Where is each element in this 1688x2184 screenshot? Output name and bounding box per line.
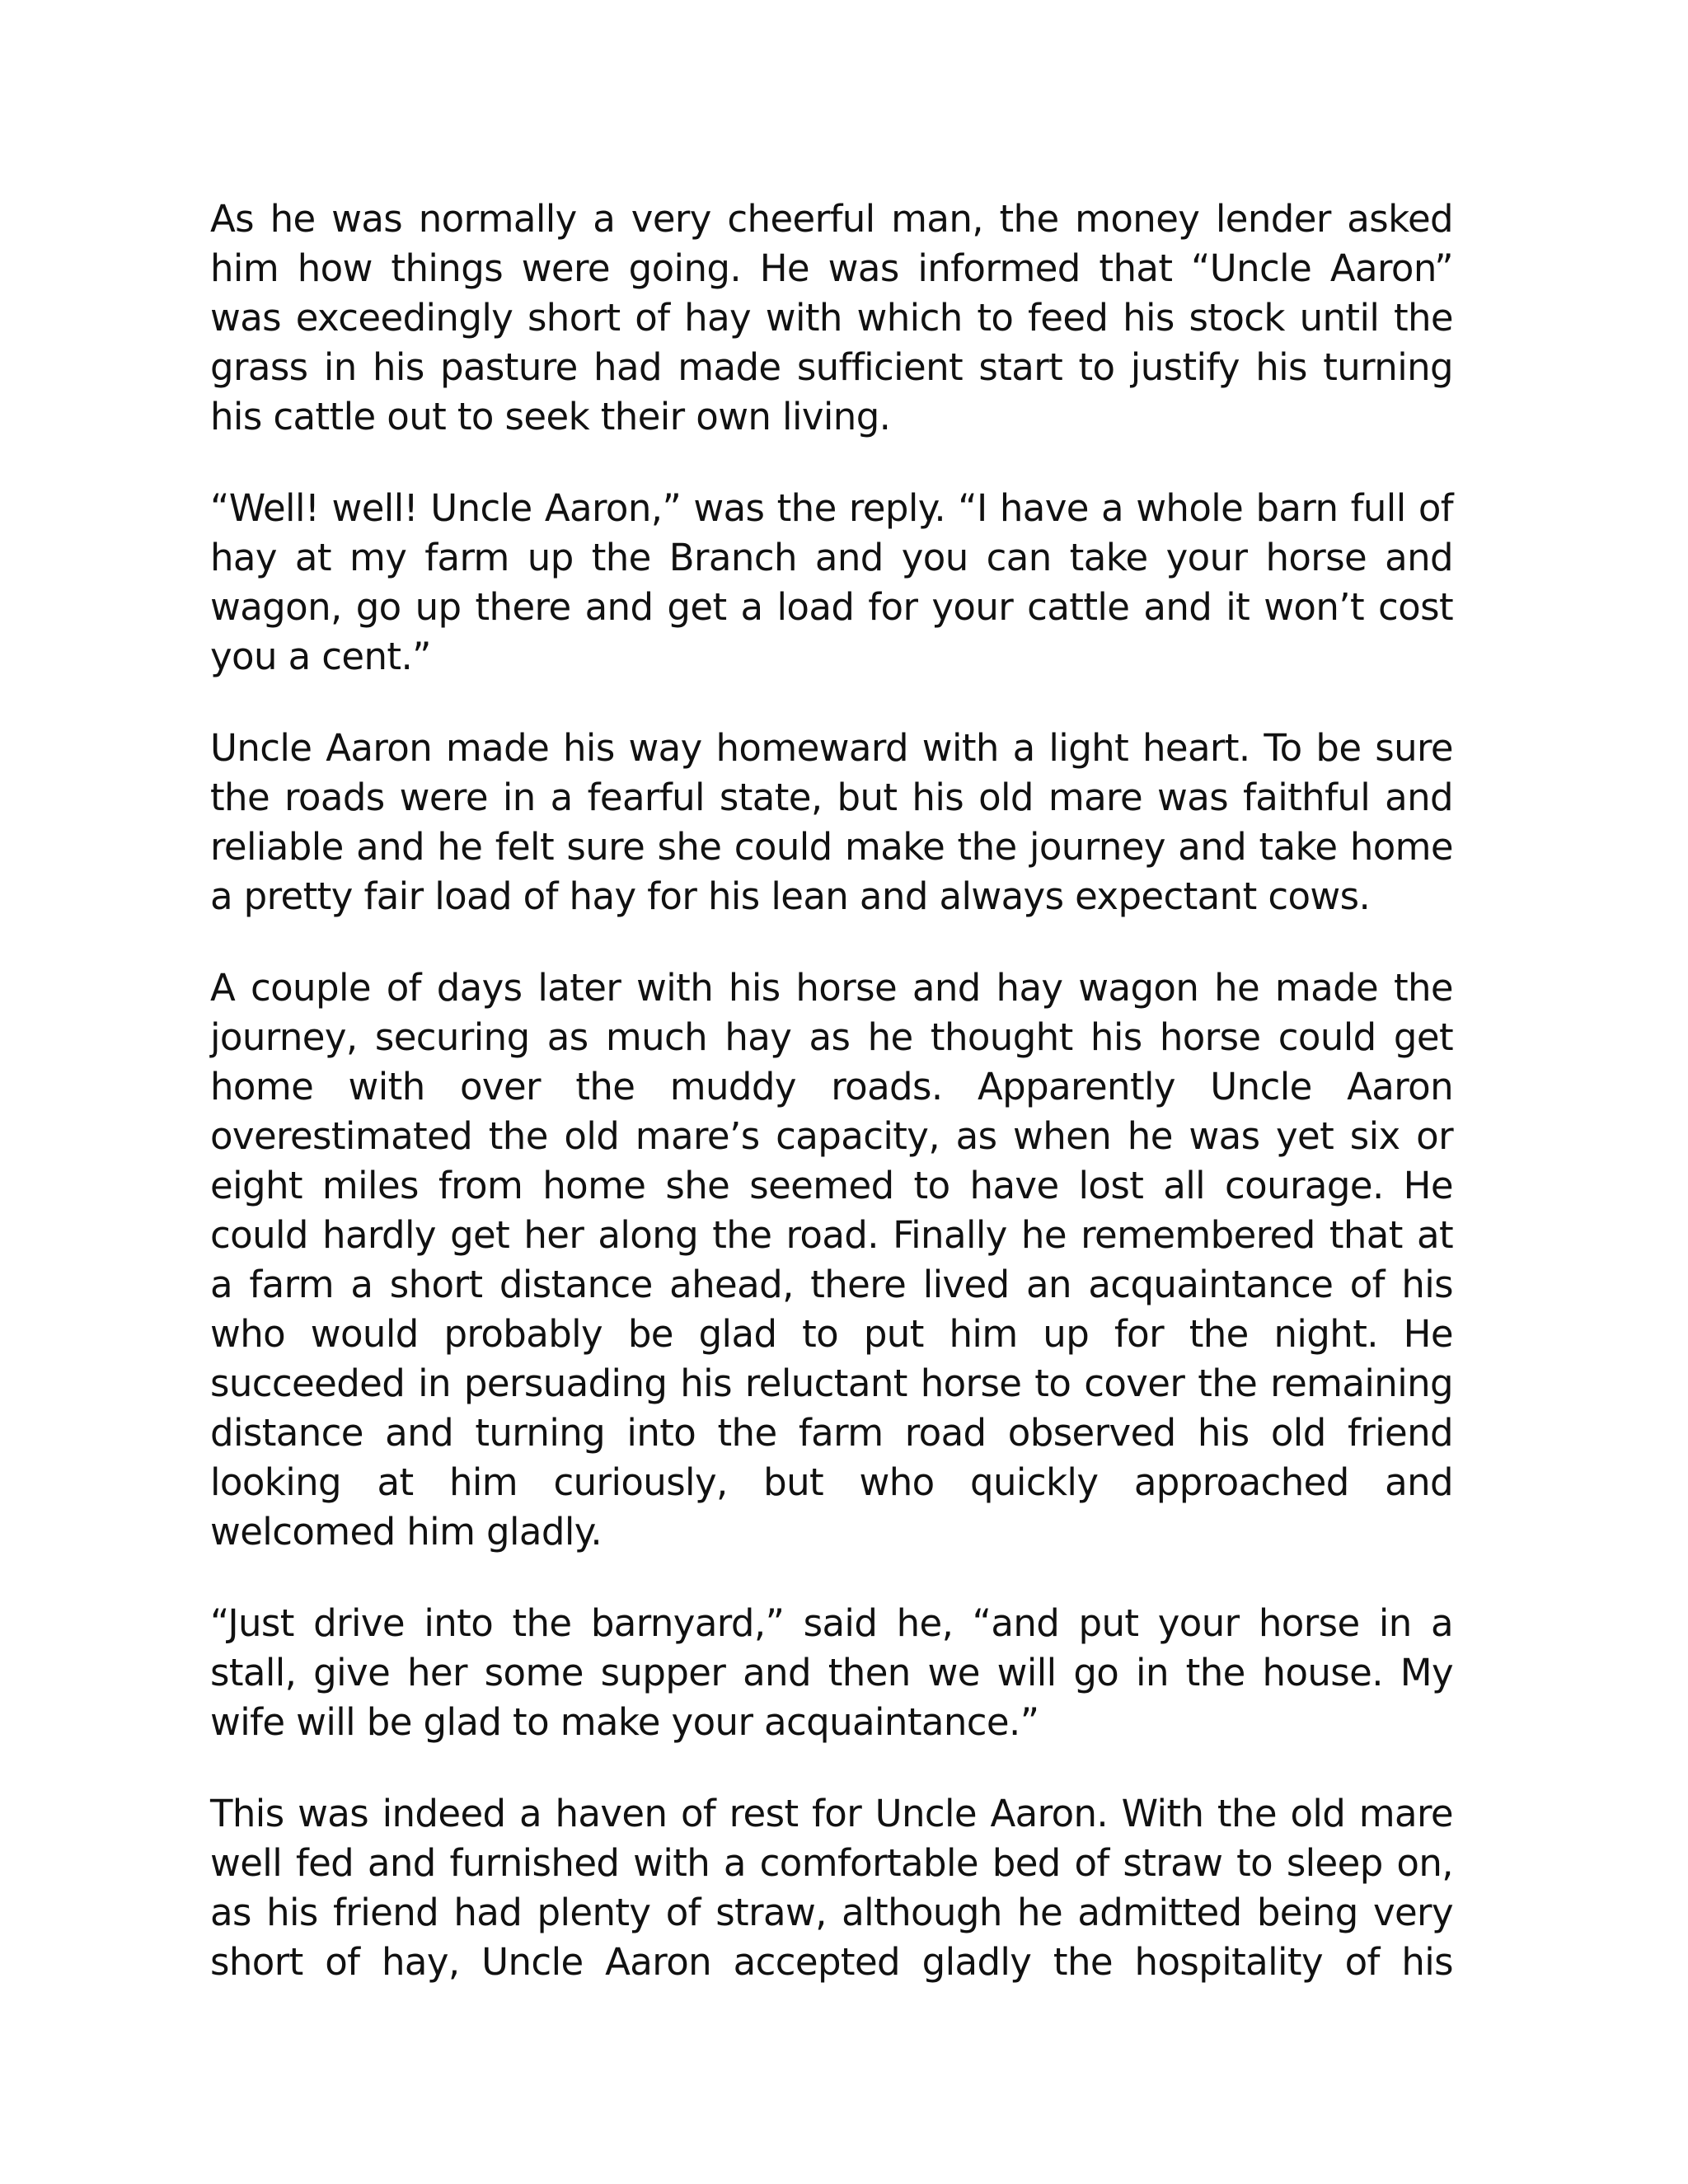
paragraph: This was indeed a haven of rest for Uncle Aaron. With the old mare well fed and furnished with a comfortable bed of straw to sleep on, as his friend had plenty of straw, although he admitted being very short of hay, Uncle Aaron accepted gladly the hospitality of his <box>210 1792 1453 1984</box>
paragraph: As he was normally a very cheerful man, the money lender asked him how things were going. He was informed that “Uncle Aaron” was exceedingly short of hay with which to feed his stock until the grass in his pasture had made sufficient start to justify his turning his cattle out to seek their own living. <box>210 197 1453 438</box>
paragraph: Uncle Aaron made his way homeward with a light heart. To be sure the roads were in a fearful state, but his old mare was faithful and reliable and he felt sure she could make the journey and take home a pretty fair load of hay for his lean and always expectant cows. <box>210 726 1453 918</box>
paragraph: “Well! well! Uncle Aaron,” was the reply. “I have a whole barn full of hay at my farm up the Branch and you can take your horse and wagon, go up there and get a load for your cattle and it won’t cost you a cent.” <box>210 486 1453 678</box>
paragraph: “Just drive into the barnyard,” said he, “and put your horse in a stall, give her some supper and then we will go in the house. My wife will be glad to make your acquaintance.” <box>210 1601 1453 1744</box>
body-text <box>210 194 1453 2029</box>
paragraph: A couple of days later with his horse and hay wagon he made the journey, securing as much hay as he thought his horse could get home with over the muddy roads. Apparently Uncle Aaron overestimated the old mare’s capacity, as when he was yet six or eight miles from home she seemed to have lost all courage. He could hardly get her along the road. Finally he remembered that at a farm a short distance ahead, there lived an acquaintance of his who would probably be glad to put him up for the night. He succeeded in persuading his reluctant horse to cover the remaining distance and turning into the farm road observed his old friend looking at him curiously, but who quickly approached and welcomed him gladly. <box>210 966 1453 1554</box>
